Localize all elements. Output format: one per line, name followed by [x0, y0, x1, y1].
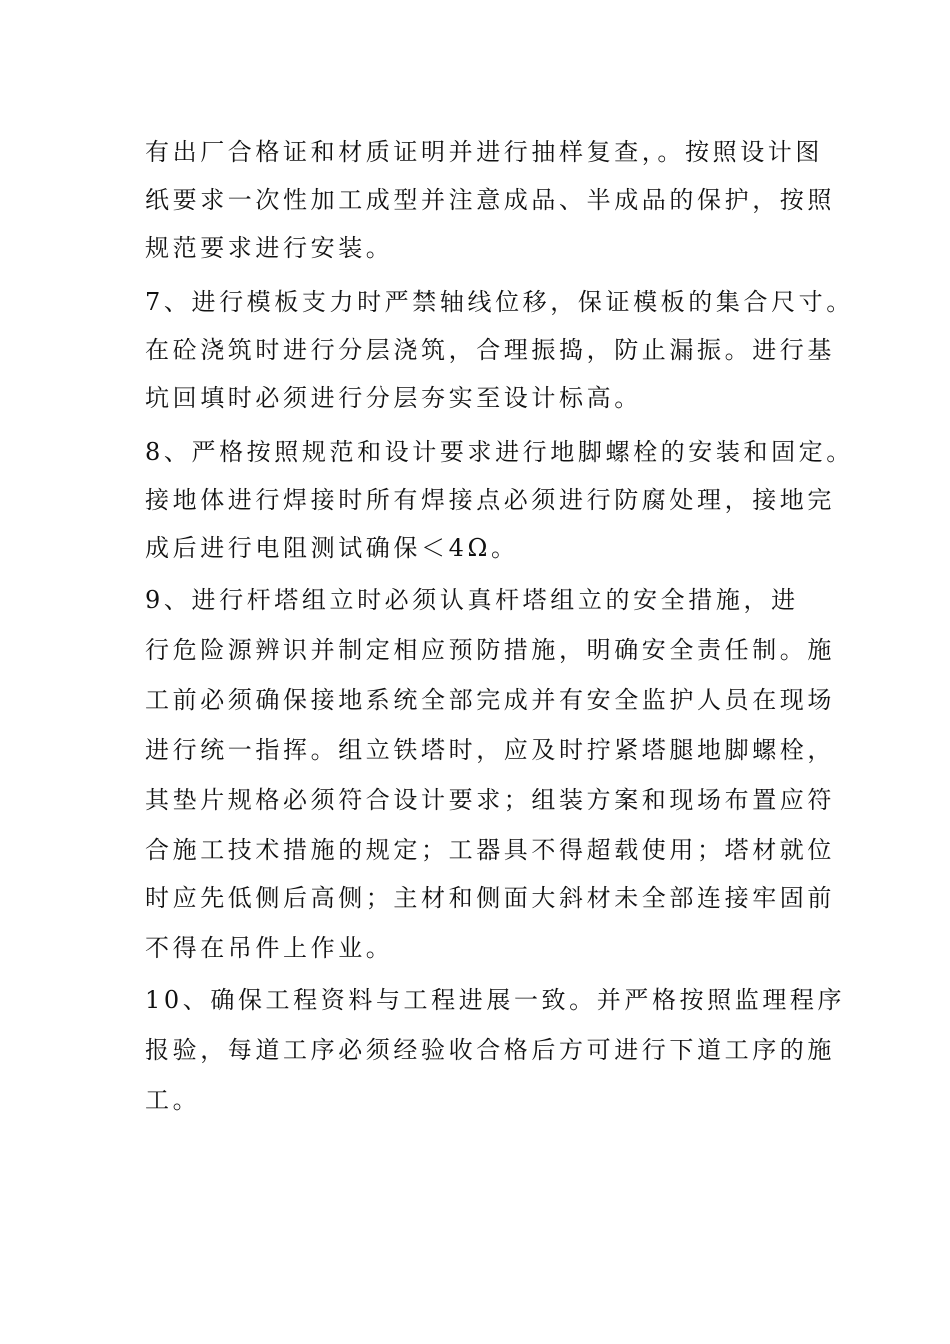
text-line: 8、严格按照规范和设计要求进行地脚螺栓的安装和固定。	[145, 438, 854, 466]
text-line: 不得在吊件上作业。	[145, 934, 394, 962]
text-line: 时应先低侧后高侧；主材和侧面大斜材未全部连接牢固前	[145, 884, 835, 912]
text-line: 成后进行电阻测试确保＜4Ω。	[145, 534, 519, 562]
text-line: 10、确保工程资料与工程进展一致。并严格按照监理程序	[145, 986, 846, 1014]
text-line: 纸要求一次性加工成型并注意成品、半成品的保护，按照	[145, 186, 835, 214]
text-line: 在砼浇筑时进行分层浇筑，合理振捣，防止漏振。进行基	[145, 336, 835, 364]
text-line: 行危险源辨识并制定相应预防措施，明确安全责任制。施	[145, 636, 835, 664]
text-line: 合施工技术措施的规定；工器具不得超载使用；塔材就位	[145, 836, 835, 864]
text-line: 进行统一指挥。组立铁塔时，应及时拧紧塔腿地脚螺栓，	[145, 736, 835, 764]
text-line: 9、进行杆塔组立时必须认真杆塔组立的安全措施，进	[145, 586, 799, 614]
text-line: 工。	[145, 1086, 201, 1114]
text-line: 规范要求进行安装。	[145, 234, 394, 262]
text-line: 坑回填时必须进行分层夯实至设计标高。	[145, 384, 642, 412]
text-line: 工前必须确保接地系统全部完成并有安全监护人员在现场	[145, 686, 835, 714]
text-line: 有出厂合格证和材质证明并进行抽样复查，。按照设计图	[145, 138, 823, 166]
text-line: 7、进行模板支力时严禁轴线位移，保证模板的集合尺寸。	[145, 288, 854, 316]
text-line: 报验，每道工序必须经验收合格后方可进行下道工序的施	[145, 1036, 835, 1064]
text-line: 其垫片规格必须符合设计要求；组装方案和现场布置应符	[145, 786, 835, 814]
text-line: 接地体进行焊接时所有焊接点必须进行防腐处理，接地完	[145, 486, 835, 514]
